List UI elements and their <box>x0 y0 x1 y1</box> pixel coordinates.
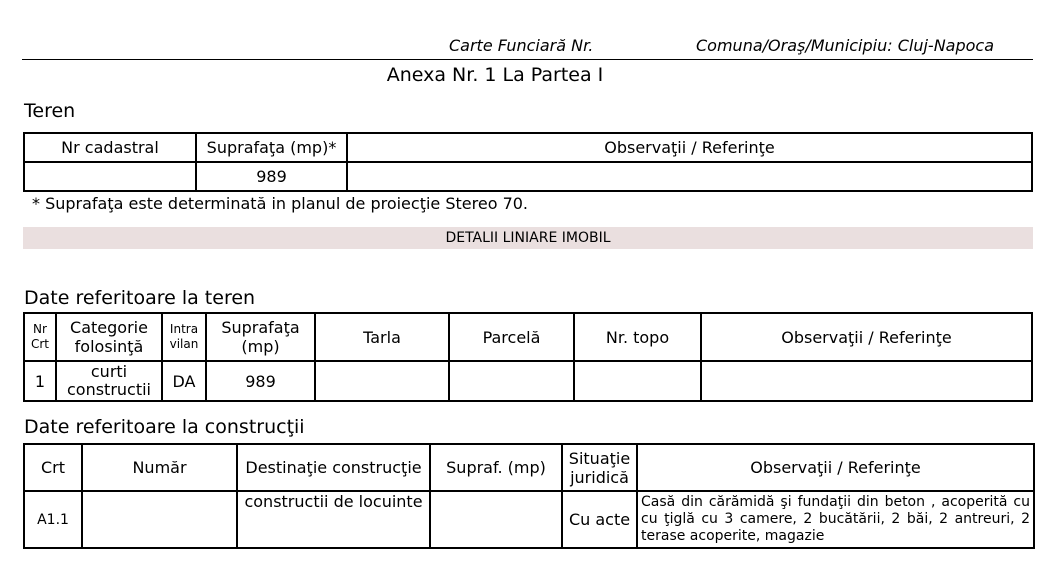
header-divider <box>22 59 1033 60</box>
col-tarla: Tarla <box>315 313 449 361</box>
cell-categorie: curti constructii <box>56 361 162 401</box>
col-crt: Crt <box>24 444 82 491</box>
comuna-label: Comuna/Oraş/Municipiu: Cluj-Napoca <box>696 36 995 55</box>
carte-funciara-label: Carte Funciară Nr. <box>449 36 594 55</box>
cell-suprafata: 989 <box>206 361 315 401</box>
col-observatii: Observaţii / Referinţe <box>347 133 1032 162</box>
cell-suprafata: 989 <box>196 162 347 191</box>
cell-nr-topo <box>574 361 701 401</box>
col-nr-crt: Nr Crt <box>24 313 56 361</box>
cell-crt: A1.1 <box>24 491 82 548</box>
suprafata-note: * Suprafaţa este determinată in planul de proiecţie Stereo 70. <box>32 194 529 213</box>
table-row <box>24 491 1034 548</box>
col-nr-cadastral: Nr cadastral <box>24 133 196 162</box>
col-numar: Număr <box>82 444 237 491</box>
col-suprafata: Suprafaţa (mp) <box>206 313 315 361</box>
col-categorie: Categorie folosinţă <box>56 313 162 361</box>
col-intravilan: Intra vilan <box>162 313 206 361</box>
col-nr-topo: Nr. topo <box>574 313 701 361</box>
col-destinatie: Destinaţie construcţie <box>237 444 430 491</box>
cell-intravilan: DA <box>162 361 206 401</box>
col-suprafata: Suprafaţa (mp)* <box>196 133 347 162</box>
col-observatii: Observaţii / Referinţe <box>637 444 1034 491</box>
teren-section-title: Teren <box>24 100 76 122</box>
cell-supraf <box>430 491 562 548</box>
cell-observatii <box>347 162 1032 191</box>
cell-tarla <box>315 361 449 401</box>
date-constructii-table <box>23 443 1035 549</box>
cell-nr-cadastral <box>24 162 196 191</box>
date-constructii-title: Date referitoare la construcţii <box>24 416 305 438</box>
cell-observatii: Casă din cărămidă şi fundaţii din beton , acoperită cu cu ţiglă cu 3 camere, 2 bucătării, 2 băi, 2 antreuri, 2 terase acoperite, magazie <box>637 491 1034 548</box>
teren-table <box>23 132 1033 192</box>
cell-observatii <box>701 361 1032 401</box>
col-supraf: Supraf. (mp) <box>430 444 562 491</box>
date-teren-table <box>23 312 1033 402</box>
cell-parcela <box>449 361 574 401</box>
table-row <box>24 361 1032 401</box>
annex-title: Anexa Nr. 1 La Partea I <box>386 64 604 86</box>
col-parcela: Parcelă <box>449 313 574 361</box>
detalii-band: DETALII LINIARE IMOBIL <box>23 227 1033 249</box>
cell-numar <box>82 491 237 548</box>
col-observatii: Observaţii / Referinţe <box>701 313 1032 361</box>
cell-destinatie: constructii de locuinte <box>237 491 430 548</box>
table-row <box>24 162 1032 191</box>
cell-nr-crt: 1 <box>24 361 56 401</box>
col-situatie: Situaţie juridică <box>562 444 637 491</box>
date-teren-title: Date referitoare la teren <box>24 287 256 309</box>
cell-situatie: Cu acte <box>562 491 637 548</box>
